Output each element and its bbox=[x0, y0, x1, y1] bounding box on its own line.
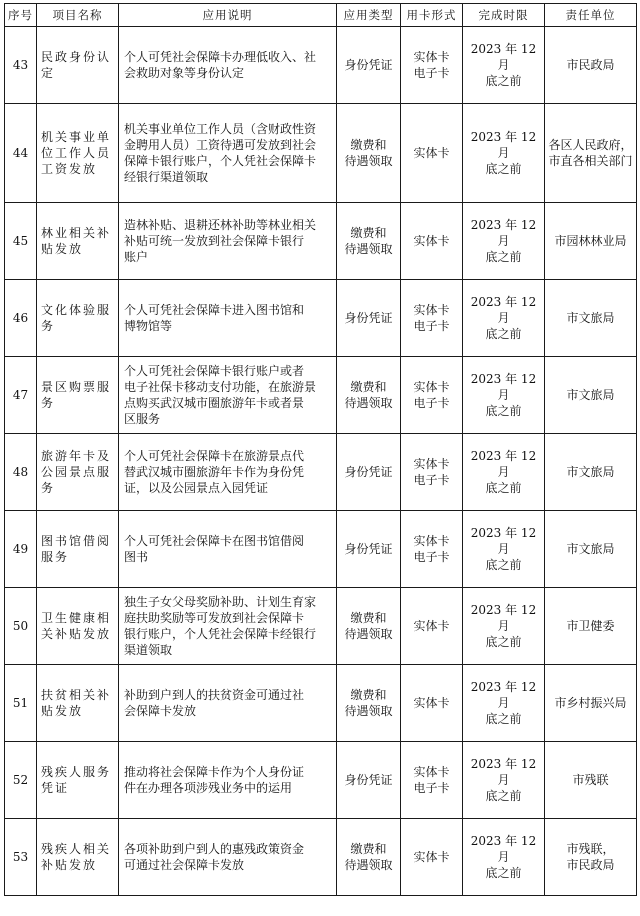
project-name-cell bbox=[37, 742, 119, 819]
deadline-line: 2023 年 12 月 bbox=[470, 526, 537, 556]
card-form-line: 电子卡 bbox=[413, 781, 450, 795]
application-type-line: 身份凭证 bbox=[344, 465, 393, 479]
application-desc-line: 补贴可统一发放到社会保障卡银行 bbox=[124, 234, 305, 248]
application-desc-line: 会救助对象等身份认定 bbox=[124, 66, 245, 80]
application-type-cell bbox=[337, 819, 401, 896]
application-desc-line: 电子社保卡移动支付功能，在旅游景 bbox=[124, 380, 317, 394]
card-form-line: 实体卡 bbox=[413, 850, 450, 864]
application-desc-line: 证，以及公园景点入园凭证 bbox=[124, 481, 269, 495]
application-desc-cell bbox=[119, 357, 337, 434]
row-number-cell: 46 bbox=[5, 280, 37, 357]
project-name-cell bbox=[37, 357, 119, 434]
application-desc-line: 各项补助到户到人的惠残政策资金 bbox=[124, 842, 305, 856]
application-type-line: 待遇领取 bbox=[344, 154, 393, 168]
project-name-line: 贴发放 bbox=[41, 242, 84, 256]
header-name: 项目名称 bbox=[37, 4, 119, 27]
responsible-unit-line: 市文旅局 bbox=[566, 311, 615, 325]
application-desc-cell bbox=[119, 434, 337, 511]
deadline-line: 2023 年 12 月 bbox=[470, 130, 537, 160]
project-name-line: 务 bbox=[41, 481, 56, 495]
application-type-line: 缴费和 bbox=[350, 842, 387, 856]
project-name-line: 残疾人相关 bbox=[41, 842, 112, 856]
application-type-cell bbox=[337, 588, 401, 665]
application-type-line: 缴费和 bbox=[350, 226, 387, 240]
responsible-unit-cell bbox=[545, 27, 637, 104]
card-form-cell bbox=[401, 742, 463, 819]
application-desc-line: 个人可凭社会保障卡在图书馆借阅 bbox=[124, 534, 305, 548]
card-form-line: 电子卡 bbox=[413, 396, 450, 410]
application-desc-line: 个人可凭社会保障卡银行账户或者 bbox=[124, 364, 305, 378]
application-desc-line: 渠道领取 bbox=[124, 643, 173, 657]
deadline-cell bbox=[463, 665, 545, 742]
deadline-line: 底之前 bbox=[485, 162, 522, 176]
deadline-line: 2023 年 12 月 bbox=[470, 449, 537, 479]
deadline-line: 底之前 bbox=[485, 481, 522, 495]
deadline-cell bbox=[463, 588, 545, 665]
row-number-cell: 47 bbox=[5, 357, 37, 434]
responsible-unit-line: 市残联， bbox=[566, 842, 615, 856]
application-type-line: 身份凭证 bbox=[344, 542, 393, 556]
project-name-line: 凭证 bbox=[41, 781, 70, 795]
card-form-cell bbox=[401, 588, 463, 665]
application-type-line: 待遇领取 bbox=[344, 704, 393, 718]
application-type-line: 身份凭证 bbox=[344, 58, 393, 72]
deadline-cell bbox=[463, 742, 545, 819]
responsible-unit-cell bbox=[545, 742, 637, 819]
card-form-cell bbox=[401, 27, 463, 104]
application-desc-line: 可通过社会保障卡发放 bbox=[124, 858, 245, 872]
deadline-line: 2023 年 12 月 bbox=[470, 603, 537, 633]
deadline-line: 底之前 bbox=[485, 789, 522, 803]
project-name-line: 务 bbox=[41, 396, 56, 410]
project-name-line: 工资发放 bbox=[41, 162, 98, 176]
card-form-line: 实体卡 bbox=[413, 234, 450, 248]
card-form-line: 实体卡 bbox=[413, 619, 450, 633]
project-name-line: 贴发放 bbox=[41, 704, 84, 718]
application-type-cell bbox=[337, 104, 401, 203]
responsible-unit-line: 市文旅局 bbox=[566, 542, 615, 556]
responsible-unit-cell bbox=[545, 819, 637, 896]
card-form-cell bbox=[401, 434, 463, 511]
deadline-cell bbox=[463, 819, 545, 896]
table-row bbox=[5, 203, 637, 280]
application-desc-cell bbox=[119, 104, 337, 203]
card-form-line: 实体卡 bbox=[413, 50, 450, 64]
deadline-cell bbox=[463, 280, 545, 357]
deadline-line: 2023 年 12 月 bbox=[470, 218, 537, 248]
application-desc-line: 点购买武汉城市圈旅游年卡或者景 bbox=[124, 396, 305, 410]
table-row bbox=[5, 588, 637, 665]
card-form-cell bbox=[401, 665, 463, 742]
application-desc-cell bbox=[119, 280, 337, 357]
application-type-line: 缴费和 bbox=[350, 688, 387, 702]
table-row bbox=[5, 665, 637, 742]
application-desc-line: 件在办理各项涉残业务中的运用 bbox=[124, 781, 293, 795]
responsible-unit-line: 市残联 bbox=[572, 773, 609, 787]
card-form-line: 实体卡 bbox=[413, 534, 450, 548]
header-card: 用卡形式 bbox=[401, 4, 463, 27]
application-type-line: 待遇领取 bbox=[344, 627, 393, 641]
project-name-line: 位工作人员 bbox=[41, 146, 112, 160]
responsible-unit-line: 市民政局 bbox=[566, 858, 615, 872]
card-form-line: 电子卡 bbox=[413, 550, 450, 564]
application-desc-cell bbox=[119, 665, 337, 742]
application-desc-line: 区服务 bbox=[124, 412, 161, 426]
card-form-line: 电子卡 bbox=[413, 319, 450, 333]
row-number-cell: 43 bbox=[5, 27, 37, 104]
project-name-line: 关补贴发放 bbox=[41, 627, 112, 641]
responsible-unit-cell bbox=[545, 280, 637, 357]
responsible-unit-line: 市民政局 bbox=[566, 58, 615, 72]
card-form-cell bbox=[401, 104, 463, 203]
responsible-unit-line: 市文旅局 bbox=[566, 388, 615, 402]
row-number-cell: 48 bbox=[5, 434, 37, 511]
row-number-cell: 52 bbox=[5, 742, 37, 819]
header-num: 序号 bbox=[5, 4, 37, 27]
project-name-line: 定 bbox=[41, 66, 56, 80]
application-desc-line: 账户 bbox=[124, 250, 149, 264]
project-name-line: 林业相关补 bbox=[41, 226, 112, 240]
project-name-line: 扶贫相关补 bbox=[41, 688, 112, 702]
application-type-line: 待遇领取 bbox=[344, 858, 393, 872]
project-name-cell bbox=[37, 511, 119, 588]
responsible-unit-line: 市卫健委 bbox=[566, 619, 615, 633]
application-type-line: 身份凭证 bbox=[344, 773, 393, 787]
project-name-cell bbox=[37, 27, 119, 104]
deadline-line: 底之前 bbox=[485, 74, 522, 88]
project-name-line: 残疾人服务 bbox=[41, 765, 112, 779]
card-form-line: 电子卡 bbox=[413, 66, 450, 80]
card-form-cell bbox=[401, 511, 463, 588]
header-type: 应用类型 bbox=[337, 4, 401, 27]
table-row bbox=[5, 280, 637, 357]
project-name-cell bbox=[37, 280, 119, 357]
deadline-line: 2023 年 12 月 bbox=[470, 680, 537, 710]
application-type-line: 缴费和 bbox=[350, 138, 387, 152]
application-type-line: 待遇领取 bbox=[344, 396, 393, 410]
application-desc-cell bbox=[119, 203, 337, 280]
application-desc-line: 银行账户，个人凭社会保障卡经银行 bbox=[124, 627, 317, 641]
application-type-cell bbox=[337, 742, 401, 819]
application-type-cell bbox=[337, 357, 401, 434]
application-desc-line: 保障卡银行账户，个人凭社会保障卡 bbox=[124, 154, 317, 168]
responsible-unit-line: 各区人民政府， bbox=[548, 138, 633, 152]
project-name-cell bbox=[37, 203, 119, 280]
application-type-cell bbox=[337, 27, 401, 104]
project-name-line: 民政身份认 bbox=[41, 50, 112, 64]
project-name-line: 旅游年卡及 bbox=[41, 449, 112, 463]
responsible-unit-line: 市文旅局 bbox=[566, 465, 615, 479]
project-name-line: 景区购票服 bbox=[41, 380, 112, 394]
card-form-line: 实体卡 bbox=[413, 696, 450, 710]
application-desc-line: 替武汉城市圈旅游年卡作为身份凭 bbox=[124, 465, 305, 479]
card-form-line: 实体卡 bbox=[413, 457, 450, 471]
table-row bbox=[5, 819, 637, 896]
deadline-line: 底之前 bbox=[485, 327, 522, 341]
application-type-cell bbox=[337, 665, 401, 742]
project-name-line: 机关事业单 bbox=[41, 130, 112, 144]
deadline-line: 2023 年 12 月 bbox=[470, 834, 537, 864]
deadline-line: 底之前 bbox=[485, 635, 522, 649]
application-type-cell bbox=[337, 511, 401, 588]
application-desc-line: 个人可凭社会保障卡办理低收入、社 bbox=[124, 50, 317, 64]
deadline-line: 2023 年 12 月 bbox=[470, 757, 537, 787]
application-type-line: 待遇领取 bbox=[344, 242, 393, 256]
responsible-unit-cell bbox=[545, 357, 637, 434]
deadline-cell bbox=[463, 27, 545, 104]
application-desc-line: 补助到户到人的扶贫资金可通过社 bbox=[124, 688, 305, 702]
project-name-cell bbox=[37, 588, 119, 665]
deadline-line: 底之前 bbox=[485, 712, 522, 726]
application-desc-cell bbox=[119, 27, 337, 104]
deadline-cell bbox=[463, 203, 545, 280]
table-row bbox=[5, 742, 637, 819]
deadline-cell bbox=[463, 104, 545, 203]
application-desc-line: 推动将社会保障卡作为个人身份证 bbox=[124, 765, 305, 779]
project-name-line: 服务 bbox=[41, 550, 70, 564]
card-form-line: 实体卡 bbox=[413, 303, 450, 317]
row-number-cell: 51 bbox=[5, 665, 37, 742]
deadline-line: 底之前 bbox=[485, 250, 522, 264]
application-type-cell bbox=[337, 434, 401, 511]
application-type-cell bbox=[337, 280, 401, 357]
responsible-unit-cell bbox=[545, 511, 637, 588]
application-desc-cell bbox=[119, 742, 337, 819]
table-row bbox=[5, 104, 637, 203]
application-desc-line: 庭扶助奖励等可发放到社会保障卡 bbox=[124, 611, 305, 625]
application-desc-line: 图书 bbox=[124, 550, 149, 564]
deadline-line: 2023 年 12 月 bbox=[470, 295, 537, 325]
card-form-cell bbox=[401, 203, 463, 280]
responsible-unit-line: 市园林林业局 bbox=[554, 234, 627, 248]
header-unit: 责任单位 bbox=[545, 4, 637, 27]
row-number-cell: 53 bbox=[5, 819, 37, 896]
project-name-cell bbox=[37, 665, 119, 742]
deadline-cell bbox=[463, 434, 545, 511]
deadline-line: 底之前 bbox=[485, 404, 522, 418]
application-desc-line: 金聘用人员）工资待遇可发放到社会 bbox=[124, 138, 317, 152]
responsible-unit-cell bbox=[545, 434, 637, 511]
deadline-line: 2023 年 12 月 bbox=[470, 372, 537, 402]
deadline-cell bbox=[463, 511, 545, 588]
deadline-cell bbox=[463, 357, 545, 434]
row-number-cell: 44 bbox=[5, 104, 37, 203]
project-name-cell bbox=[37, 104, 119, 203]
project-name-line: 文化体验服 bbox=[41, 303, 112, 317]
table-body bbox=[5, 27, 637, 896]
application-desc-line: 经银行渠道领取 bbox=[124, 170, 209, 184]
table-row bbox=[5, 27, 637, 104]
responsible-unit-cell bbox=[545, 588, 637, 665]
responsible-unit-cell bbox=[545, 104, 637, 203]
table-row bbox=[5, 357, 637, 434]
application-desc-line: 个人可凭社会保障卡在旅游景点代 bbox=[124, 449, 305, 463]
application-table bbox=[4, 3, 637, 896]
application-desc-line: 独生子女父母奖励补助、计划生育家 bbox=[124, 595, 317, 609]
project-name-line: 图书馆借阅 bbox=[41, 534, 112, 548]
responsible-unit-cell bbox=[545, 665, 637, 742]
card-form-line: 实体卡 bbox=[413, 765, 450, 779]
project-name-cell bbox=[37, 434, 119, 511]
application-desc-cell bbox=[119, 819, 337, 896]
application-desc-line: 造林补贴、退耕还林补助等林业相关 bbox=[124, 218, 317, 232]
project-name-cell bbox=[37, 819, 119, 896]
application-type-line: 缴费和 bbox=[350, 380, 387, 394]
project-name-line: 务 bbox=[41, 319, 56, 333]
header-row bbox=[5, 4, 637, 27]
card-form-cell bbox=[401, 357, 463, 434]
application-desc-line: 会保障卡发放 bbox=[124, 704, 197, 718]
application-desc-line: 个人可凭社会保障卡进入图书馆和 bbox=[124, 303, 305, 317]
header-time: 完成时限 bbox=[463, 4, 545, 27]
application-desc-cell bbox=[119, 588, 337, 665]
project-name-line: 卫生健康相 bbox=[41, 611, 112, 625]
application-type-line: 身份凭证 bbox=[344, 311, 393, 325]
card-form-line: 实体卡 bbox=[413, 146, 450, 160]
row-number-cell: 45 bbox=[5, 203, 37, 280]
application-type-line: 缴费和 bbox=[350, 611, 387, 625]
responsible-unit-line: 市乡村振兴局 bbox=[554, 696, 627, 710]
responsible-unit-cell bbox=[545, 203, 637, 280]
table-row bbox=[5, 434, 637, 511]
deadline-line: 底之前 bbox=[485, 866, 522, 880]
deadline-line: 底之前 bbox=[485, 558, 522, 572]
application-desc-line: 机关事业单位工作人员（含财政性资 bbox=[124, 122, 317, 136]
table-row bbox=[5, 511, 637, 588]
application-type-cell bbox=[337, 203, 401, 280]
header-desc: 应用说明 bbox=[119, 4, 337, 27]
deadline-line: 2023 年 12 月 bbox=[470, 42, 537, 72]
card-form-line: 电子卡 bbox=[413, 473, 450, 487]
card-form-cell bbox=[401, 280, 463, 357]
application-desc-line: 博物馆等 bbox=[124, 319, 173, 333]
card-form-cell bbox=[401, 819, 463, 896]
project-name-line: 公园景点服 bbox=[41, 465, 112, 479]
row-number-cell: 49 bbox=[5, 511, 37, 588]
responsible-unit-line: 市直各相关部门 bbox=[548, 154, 633, 168]
row-number-cell: 50 bbox=[5, 588, 37, 665]
project-name-line: 补贴发放 bbox=[41, 858, 98, 872]
card-form-line: 实体卡 bbox=[413, 380, 450, 394]
application-desc-cell bbox=[119, 511, 337, 588]
